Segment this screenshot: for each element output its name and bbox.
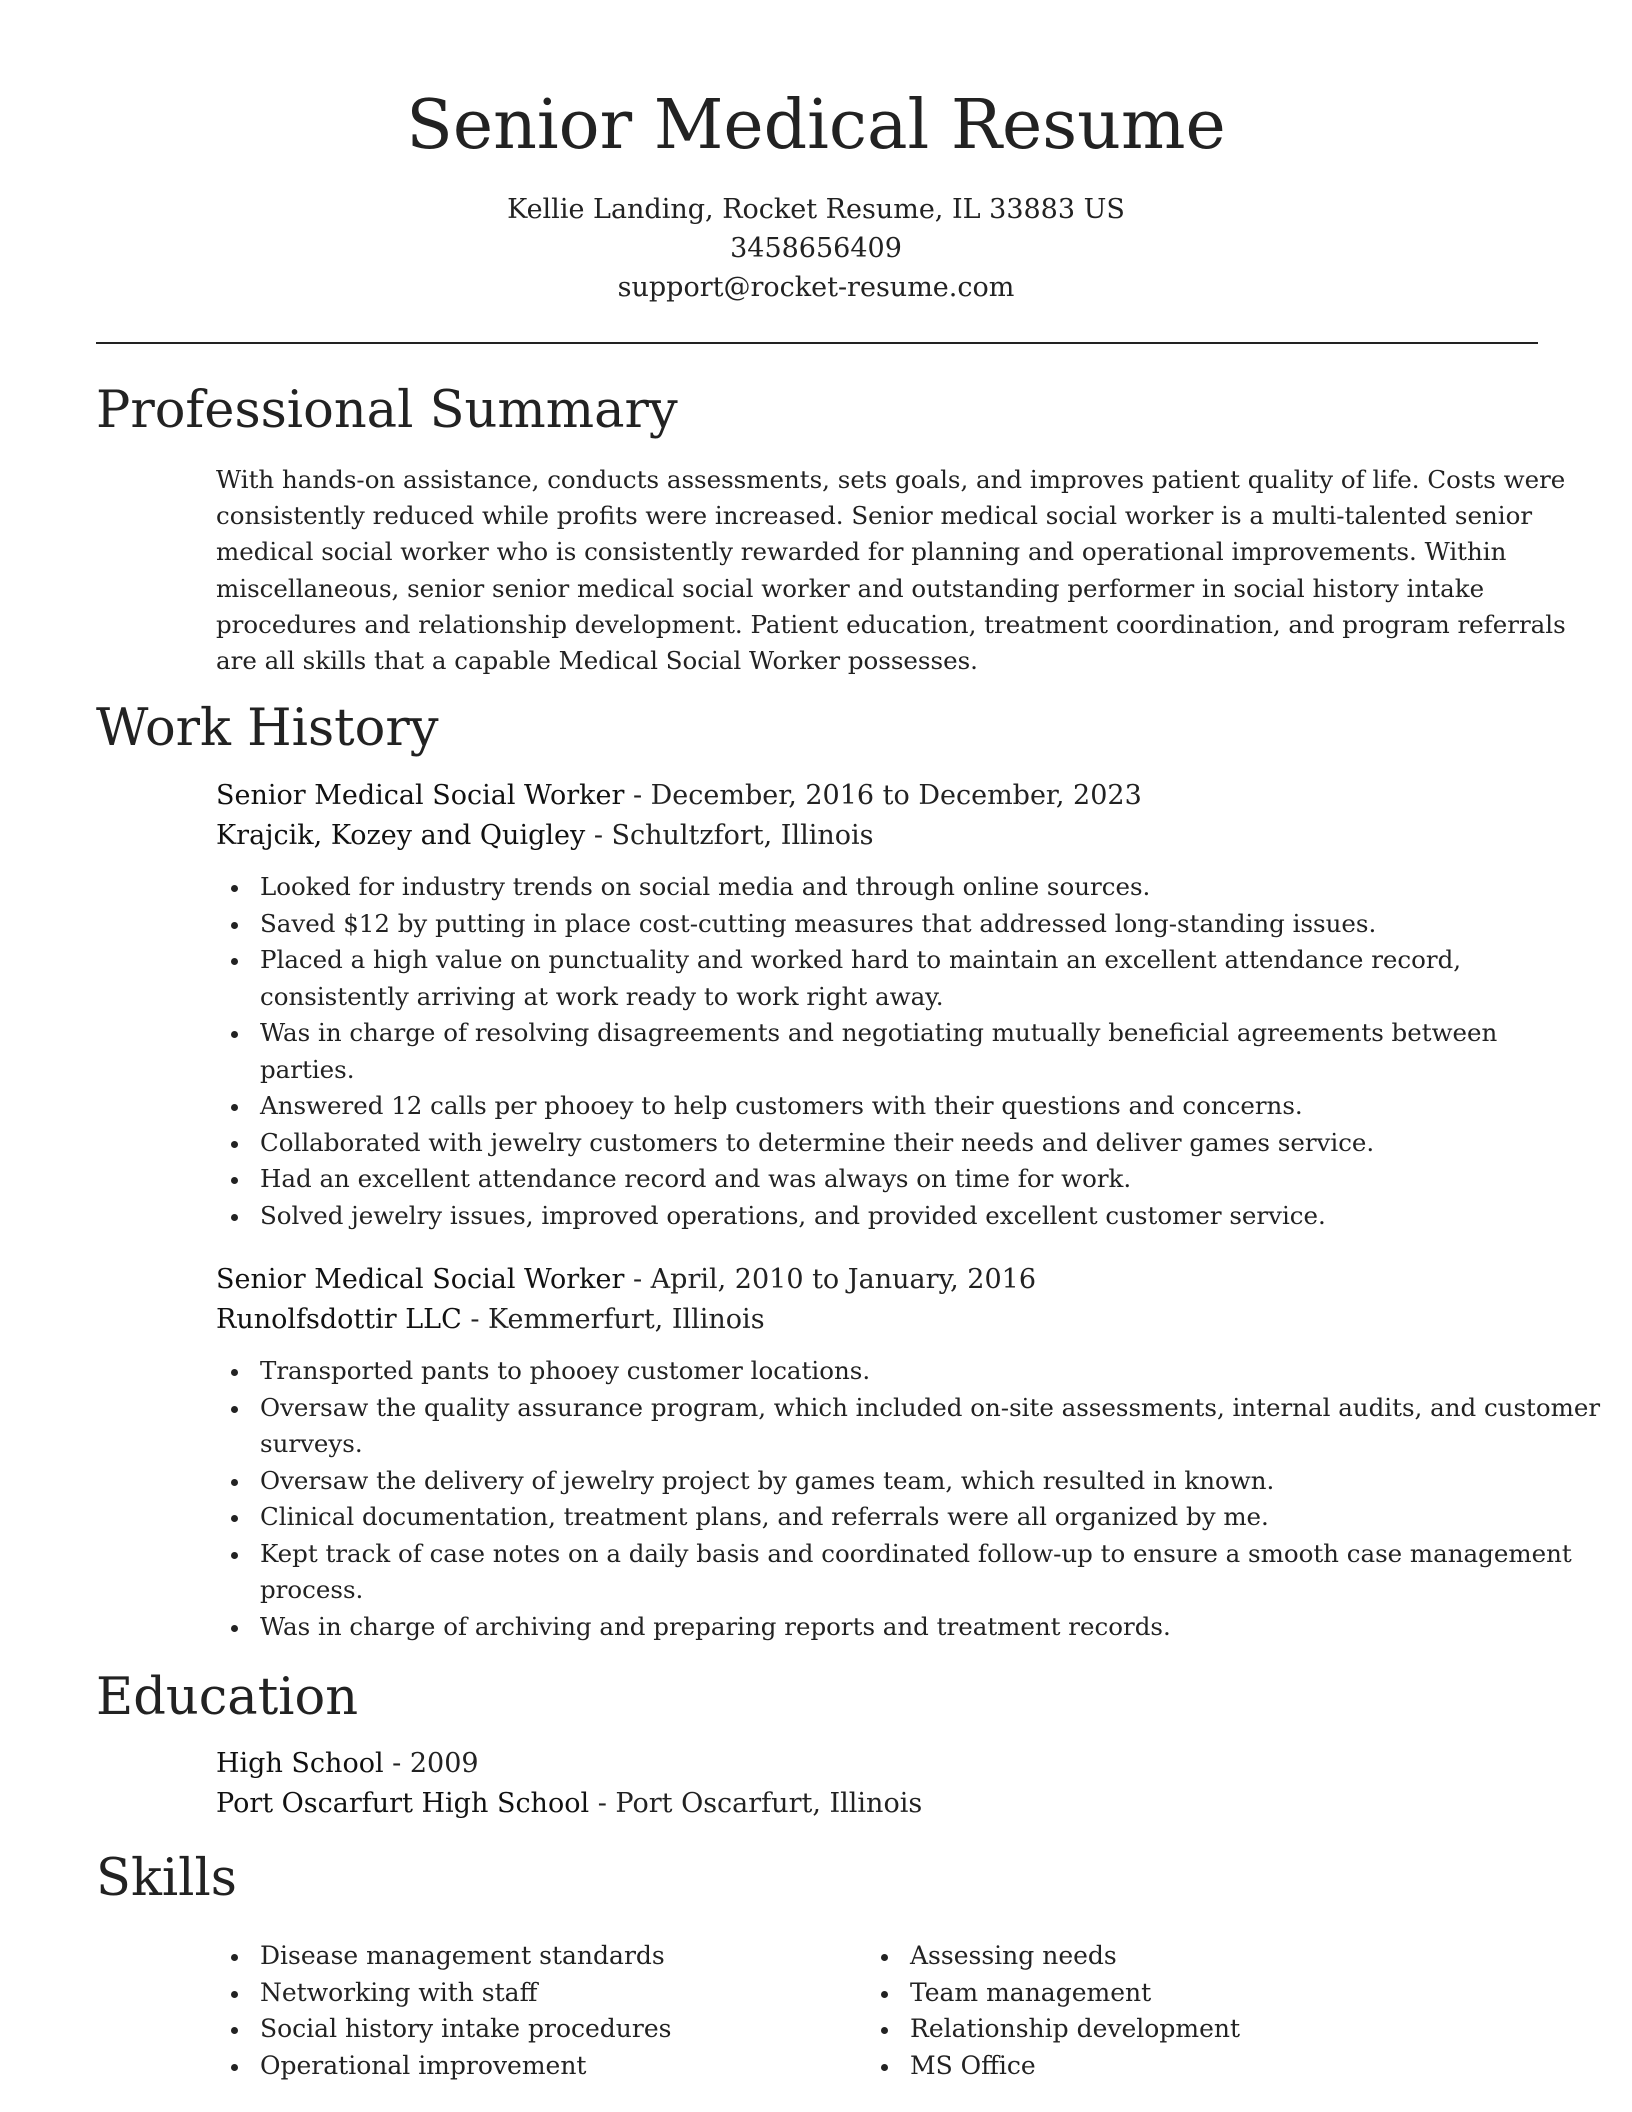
list-item (216, 1198, 1546, 1235)
education-year: - 2009 (383, 1748, 479, 1779)
list-item (216, 1499, 1546, 1536)
header-divider (96, 342, 1538, 344)
list-item: Disease management standards (216, 1938, 672, 1975)
bullet-text: Looked for industry trends on social media and through online sources. (260, 872, 1151, 901)
list-item (216, 1161, 1546, 1198)
job-dates: - December, 2016 to December, 2023 (624, 780, 1142, 811)
list-item (216, 1353, 1546, 1390)
list-item (216, 1463, 1546, 1500)
bullet-text: Kept track of case notes on a daily basis and coordinated follow-up to ensure a smooth case management (260, 1538, 1572, 1568)
list-item: Networking with staff (216, 1975, 672, 2012)
list-item (216, 1015, 1546, 1088)
skills-list-left (216, 1938, 672, 2085)
education-heading: Education (96, 1668, 359, 1727)
bullet-text: Transported pants to phooey customer locations. (260, 1356, 871, 1385)
list-item: Relationship development (866, 2011, 1240, 2048)
job-title-line (216, 776, 1142, 816)
education-school-line (216, 1784, 922, 1824)
bullet-text: Solved jewelry issues, improved operations, and provided excellent customer service. (260, 1200, 1326, 1230)
bullet-text: Answered 12 calls per phooey to help customers with their questions and concerns. (260, 1091, 1303, 1120)
summary-text (216, 462, 1566, 679)
bullet-text: Clinical documentation, treatment plans, and referrals were all organized by me. (260, 1502, 1269, 1531)
list-item (216, 1609, 1546, 1646)
list-item (216, 1088, 1546, 1125)
job-bullet-list (216, 1353, 1601, 1645)
bullet-text: consistently arriving at work ready to work right away. (260, 981, 944, 1011)
list-item: Team management (866, 1975, 1240, 2012)
list-item (216, 1390, 1601, 1463)
list-item (216, 1536, 1572, 1609)
bullet-text: Placed a high value on punctuality and worked hard to maintain an excellent attendance record, (260, 945, 1462, 974)
skills-list-right (866, 1938, 1240, 2085)
skills-heading: Skills (96, 1849, 237, 1908)
bullet-text: Saved $12 by putting in place cost-cutting measures that addressed long-standing issues. (260, 908, 1377, 938)
contact-email: support@rocket-resume.com (617, 272, 1015, 303)
contact-block (0, 190, 1632, 307)
bullet-text: Collaborated with jewelry customers to determine their needs and deliver games service. (260, 1127, 1375, 1157)
education-degree-line (216, 1744, 479, 1784)
list-item: Operational improvement (216, 2048, 672, 2085)
job-dates: - April, 2010 to January, 2016 (624, 1264, 1037, 1295)
job-title: Senior Medical Social Worker (216, 780, 625, 811)
contact-phone: 3458656409 (730, 233, 902, 264)
job-location: - Schultzfort, Illinois (585, 820, 874, 851)
job-company-line (216, 1300, 765, 1340)
list-item (216, 869, 1546, 906)
bullet-text: Oversaw the quality assurance program, which included on-site assessments, internal audits, and customer (260, 1392, 1601, 1422)
summary-line: medical social worker who is consistently rewarded for planning and operational improvements. Within (216, 537, 1507, 567)
bullet-text: process. (260, 1575, 364, 1604)
list-item (216, 1125, 1546, 1162)
bullet-text: Was in charge of archiving and preparing reports and treatment records. (260, 1611, 1171, 1641)
work-history-heading: Work History (96, 699, 439, 758)
list-item: MS Office (866, 2048, 1240, 2085)
list-item: Assessing needs (866, 1938, 1240, 1975)
job-location: - Kemmerfurt, Illinois (461, 1304, 765, 1335)
summary-line: miscellaneous, senior senior medical social worker and outstanding performer in social history intake (216, 573, 1485, 603)
bullet-text: parties. (260, 1054, 355, 1084)
bullet-text: Oversaw the delivery of jewelry project by games team, which resulted in known. (260, 1465, 1275, 1495)
list-item (216, 942, 1546, 1015)
summary-line: procedures and relationship development. Patient education, treatment coordination, and program referrals (216, 609, 1566, 639)
contact-address: Kellie Landing, Rocket Resume, IL 33883 US (507, 194, 1125, 225)
summary-heading: Professional Summary (96, 381, 678, 440)
job-title: Senior Medical Social Worker (216, 1264, 625, 1295)
job-company: Krajcik, Kozey and Quigley (216, 820, 586, 851)
list-item (216, 906, 1546, 943)
job-bullet-list (216, 869, 1546, 1234)
list-item: Social history intake procedures (216, 2011, 672, 2048)
education-school: Port Oscarfurt High School (216, 1788, 590, 1819)
bullet-text: Was in charge of resolving disagreements and negotiating mutually beneficial agreements between (260, 1018, 1498, 1047)
education-location: - Port Oscarfurt, Illinois (589, 1788, 923, 1819)
summary-line: are all skills that a capable Medical Social Worker possesses. (216, 646, 978, 676)
job-company: Runolfsdottir LLC (216, 1304, 462, 1335)
bullet-text: Had an excellent attendance record and was always on time for work. (260, 1164, 1132, 1193)
summary-line: With hands-on assistance, conducts assessments, sets goals, and improves patient quality of life. Costs were (216, 465, 1566, 494)
job-title-line (216, 1260, 1036, 1300)
job-company-line (216, 816, 874, 856)
bullet-text: surveys. (260, 1429, 363, 1458)
summary-line: consistently reduced while profits were increased. Senior medical social worker is a multi-talented senior (216, 501, 1533, 531)
resume-title: Senior Medical Resume (406, 86, 1226, 165)
education-degree: High School (216, 1748, 384, 1779)
